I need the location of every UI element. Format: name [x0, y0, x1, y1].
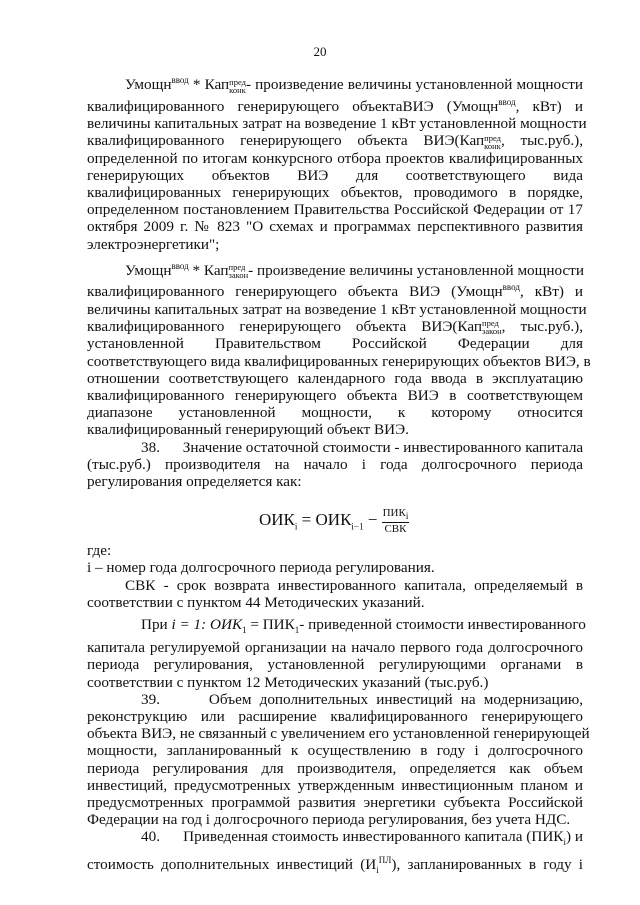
text-line: 40. Приведенная стоимость инвестированного капитала $(ПИК_i)$ и	[141, 828, 584, 848]
page-number: 20	[313, 44, 327, 59]
sub-sup-stack: пред конк	[484, 132, 501, 151]
paragraph-pri-i-1	[87, 615, 586, 691]
text-line: квалифицированного генерирующего объекта ВИЭ (Умощн$^{ввод}$, кВт) и	[87, 282, 583, 301]
text-line: капитала регулируемой организации на начало первого года долгосрочного	[87, 639, 583, 657]
text-line: квалифицированного генерирующего объектаВИЭ (Умощн$^{ввод}$, кВт) и	[87, 96, 583, 115]
paragraph-40	[87, 828, 583, 879]
text-line: 38. Значение остаточной стоимости - инвестированного капитала	[141, 438, 584, 456]
text-line: СВК - срок возврата инвестированного капитала, определяемый в	[125, 576, 583, 594]
text-line: предусмотренных программой развития энергетики субъекта Российской	[87, 794, 583, 812]
sub-sup-stack: пред закон	[482, 318, 502, 337]
text-line: реконструкцию или расширение квалифицированного генерирующего	[87, 708, 583, 726]
text-line: При i = 1: $ОИК_1 = ПИК_1-$ приведенной стоимости инвестированного	[141, 615, 586, 636]
text-line: определенном постановлением Правительства Российской Федерации от 17	[87, 201, 583, 219]
text-line: регулирования определяется как:	[87, 472, 302, 490]
text-line: диапазоне установленной мощности, к которому относится	[87, 404, 583, 422]
text-line: Федерации на год i долгосрочного периода регулирования, без учета НДС.	[87, 811, 571, 829]
document-body	[87, 72, 591, 879]
text-line: величины капитальных затрат на возведение 1 кВт установленной мощности	[87, 300, 587, 318]
text-line: квалифицированного генерирующего объекта ВИЭ(Кап пред конк , тыс.руб.),	[87, 132, 583, 151]
text-line: отношении соответствующего календарного года ввода в эксплуатацию	[87, 369, 583, 387]
text-line: октября 2009 г. № 823 "О схемах и программах перспективного развития	[87, 218, 583, 236]
sub-sup-stack: пред конк	[229, 76, 246, 95]
paragraph-39	[87, 690, 590, 829]
text-line: Умощн$^{ввод}$ * Кап пред конк - произведение величины установленной мощности	[125, 75, 584, 95]
formula-expression: $ОИК_i = ОИК_{i-1}$ − $\frac{ПИК_i}{\text{СВК}}$	[259, 507, 409, 536]
text-line: генерирующих объектов ВИЭ для соответствующего вида	[87, 166, 583, 184]
text-line: инвестиций, предусмотренных утвержденным инвестиционным планом и	[87, 776, 583, 794]
text-line: электроэнергетики";	[87, 235, 220, 253]
sub-sup-stack: пред закон	[228, 262, 249, 281]
text-line: квалифицированных генерирующих объектов, проводимого в порядке,	[87, 183, 583, 201]
text-line: где:	[87, 542, 112, 560]
text-line: соответствии с пунктом 44 Методических указаний.	[87, 593, 425, 611]
formula-fraction: $\frac{ПИК_i}{\text{СВК}}$	[382, 507, 409, 536]
text-line: величины капитальных затрат на возведение 1 кВт установленной мощности	[87, 114, 587, 132]
text-line: i – номер года долгосрочного периода регулирования.	[87, 559, 435, 577]
text-line: 39. Объем дополнительных инвестиций на модернизацию,	[141, 690, 583, 708]
text-line: периода регулирования, установленной регулирующими органами в	[87, 656, 583, 674]
text-line: соответствии с пунктом 12 Методических указаний (тыс.руб.)	[87, 673, 489, 691]
definition-umoshn-kap-zakon	[87, 258, 591, 439]
text-line: квалифицированного генерирующего объекта ВИЭ(Кап пред закон , тыс.руб.),	[87, 317, 584, 337]
text-line: Умощн$^{ввод}$ * Кап пред закон - произведение величины установленной мощности	[125, 260, 584, 281]
text-line: периода регулирования для производителя, определяется как объем	[87, 759, 583, 777]
text-line: (тыс.руб.) производителя на начало i года долгосрочного периода	[87, 455, 583, 473]
formula-definitions	[87, 542, 583, 611]
text-line: определенной по итогам конкурсного отбора проектов квалифицированных	[87, 149, 583, 167]
paragraph-38	[87, 439, 583, 491]
text-line: квалифицированного генерирующего объекта ВИЭ в соответствующем	[87, 386, 583, 404]
text-line: квалифицированный генерирующий объект ВИЭ.	[87, 421, 409, 439]
definition-umoshn-kap-konk	[87, 72, 587, 253]
text-line: мощности, запланированный к осуществлению в году i долгосрочного	[87, 742, 583, 760]
formula-oik	[87, 498, 583, 542]
text-line: стоимость дополнительных инвестиций $(И_i^{ПЛ})$, запланированных в году i	[87, 854, 583, 875]
text-line: соответствующего вида квалифицированных генерирующих объектов ВИЭ, в	[87, 352, 591, 370]
text-line: установленной Правительством Российской Федерации для	[87, 335, 583, 353]
text-line: объекта ВИЭ, не связанный с увеличением его установленной генерирующей	[87, 725, 590, 743]
